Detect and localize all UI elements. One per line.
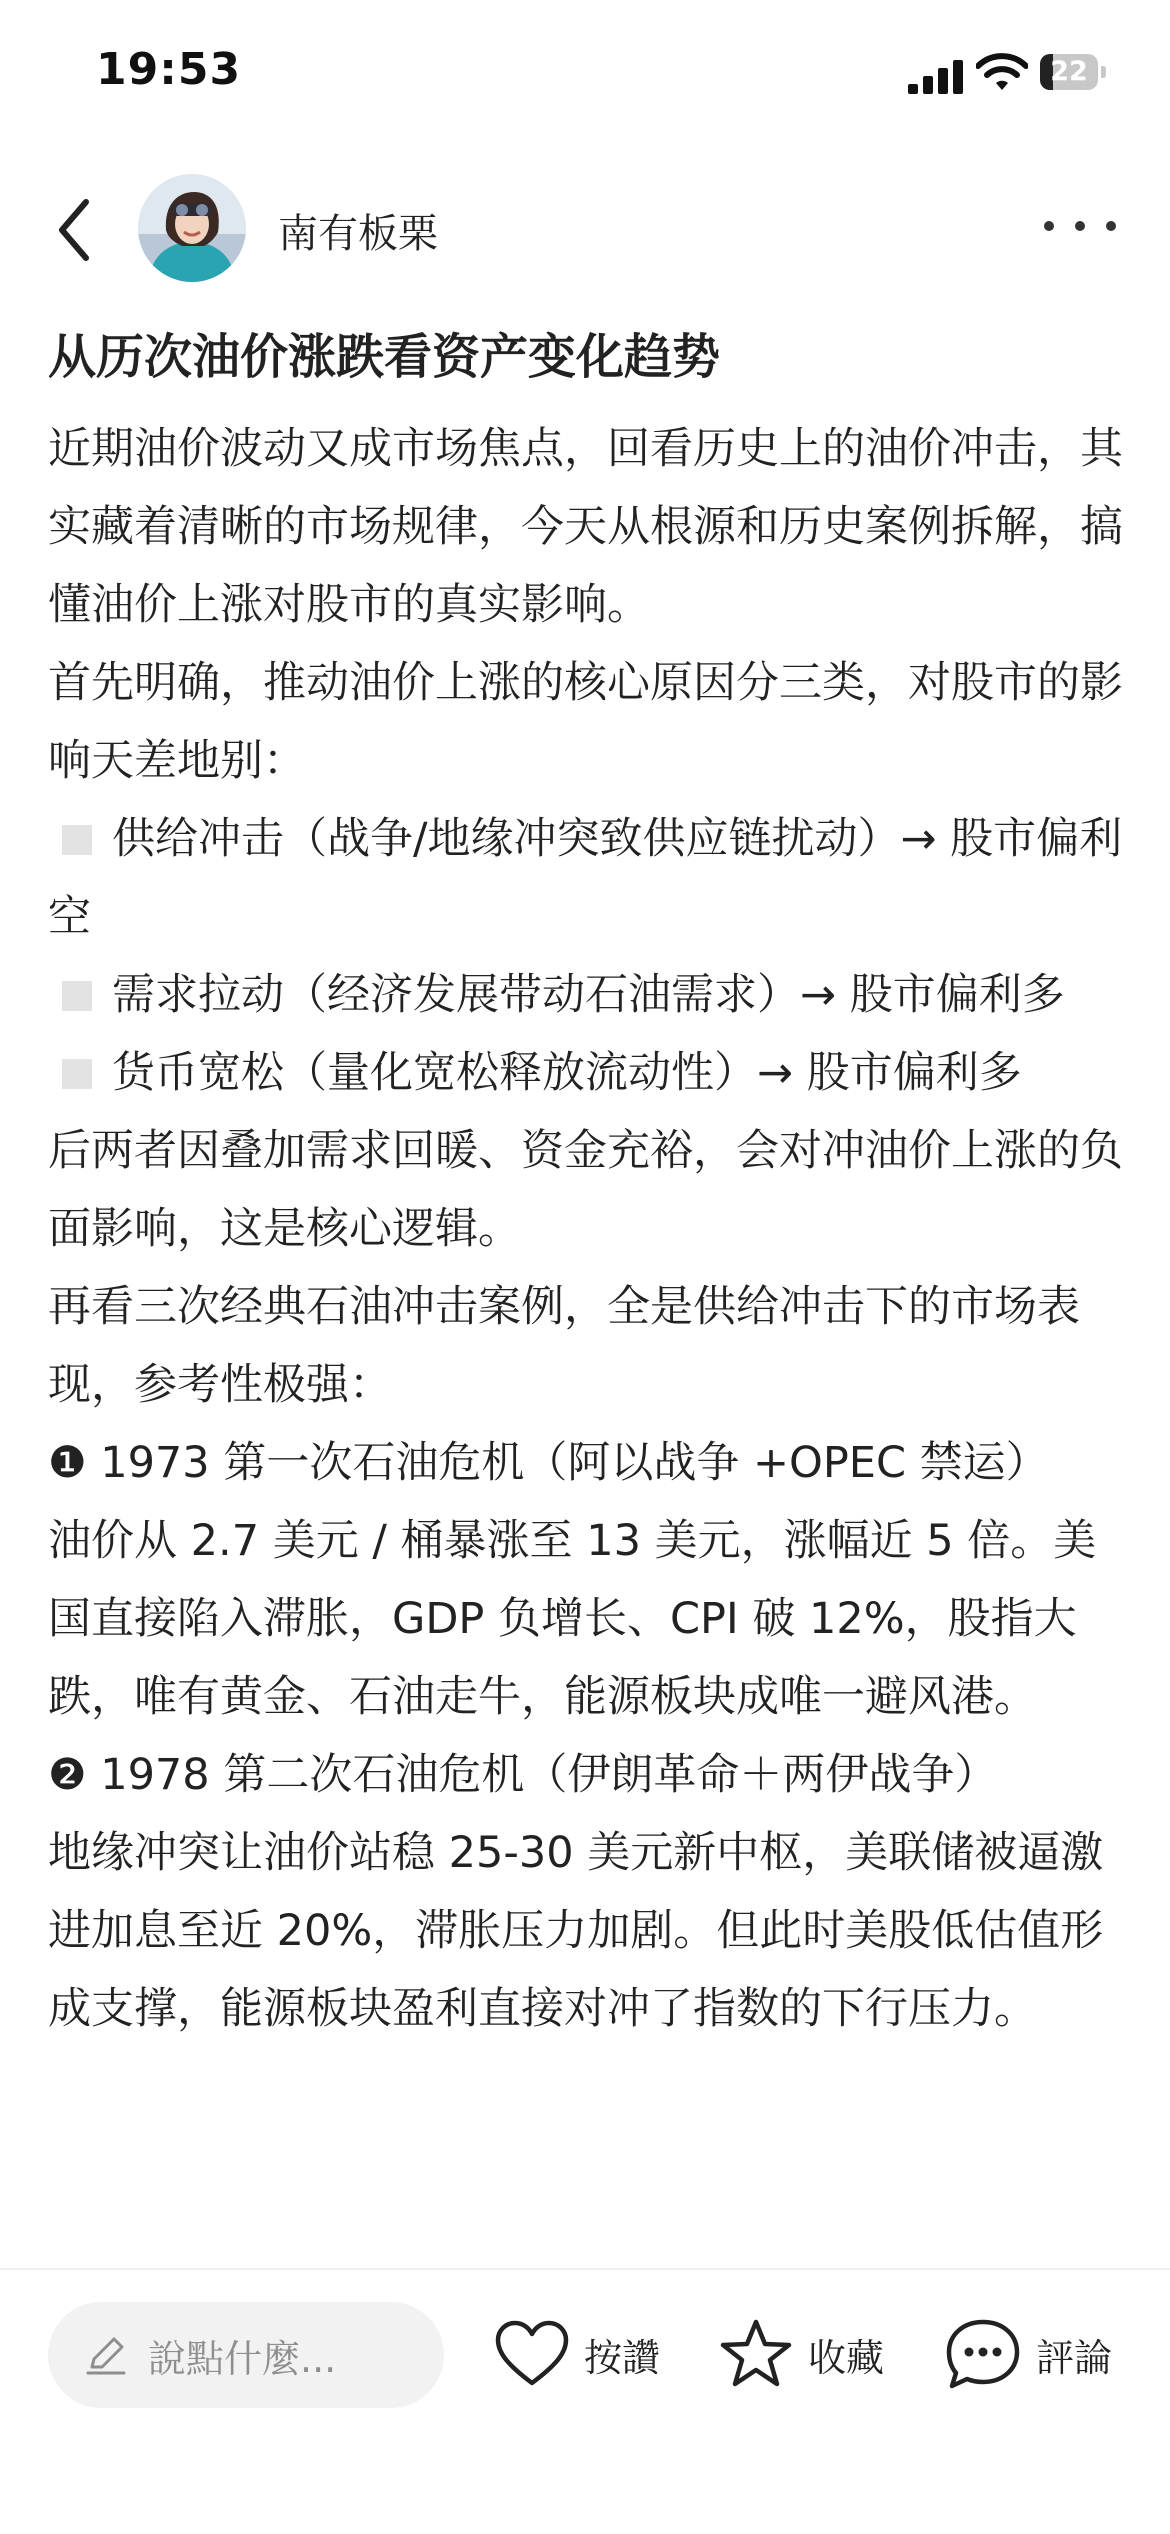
list-item-supply-shock [48,800,1126,956]
bullet-square-icon [62,1059,92,1089]
status-bar [0,0,1170,150]
bullet-square-icon [62,981,92,1011]
case-2-body: 地缘冲突让油价站稳 25-30 美元新中枢，美联储被逼激进加息至近 20%，滞胀压力加剧。但此时美股低估值形成支撑，能源板块盈利直接对冲了指数的下行压力。 [48,1828,1104,2034]
signal-icon [908,58,964,94]
star-icon [718,2318,794,2390]
heart-icon [494,2319,570,2389]
paragraph-intro: 近期油价波动又成市场焦点，回看历史上的油价冲击，其实藏着清晰的市场规律，今天从根源和历史案例拆解，搞懂油价上涨对股市的真实影响。 [48,424,1123,630]
avatar[interactable] [138,174,246,282]
paragraph-summary: 后两者因叠加需求回暖、资金充裕，会对冲油价上涨的负面影响，这是核心逻辑。 [48,1126,1123,1254]
status-time: 19:53 [96,44,242,95]
list-item-demand-pull [48,956,1126,1034]
bullet-square-icon [62,825,92,855]
paragraph-causes-intro: 首先明确，推动油价上涨的核心原因分三类，对股市的影响天差地别： [48,658,1123,786]
like-button[interactable] [494,2314,660,2394]
list-item-text: 货币宽松（量化宽松释放流动性）→ 股市偏利多 [112,1048,1022,1098]
chevron-left-icon [56,198,92,262]
comment-label: 評論 [1036,2335,1113,2380]
comment-bubble-icon [944,2317,1022,2391]
article-body [48,410,1126,2048]
author-name[interactable]: 南有板栗 [278,211,438,257]
more-icon [1044,221,1054,231]
wifi-icon [976,52,1028,92]
paragraph-cases-intro: 再看三次经典石油冲击案例，全是供给冲击下的市场表现，参考性极强： [48,1282,1080,1410]
case-1-body: 油价从 2.7 美元 / 桶暴涨至 13 美元，涨幅近 5 倍。美国直接陷入滞胀，GDP 负增长、CPI 破 12%，股指大跌，唯有黄金、石油走牛，能源板块成唯一避风港。 [48,1516,1097,1722]
back-button[interactable] [44,190,104,270]
comment-placeholder: 說點什麼... [148,2336,337,2381]
list-item-text: 供给冲击（战争/地缘冲突致供应链扰动）→ 股市偏利空 [48,814,1123,942]
comment-input[interactable] [48,2302,444,2408]
article-title: 从历次油价涨跌看资产变化趋势 [48,329,721,385]
more-button[interactable] [1044,206,1116,246]
list-item-monetary-easing [48,1034,1126,1112]
favorite-button[interactable] [718,2314,884,2394]
case-2-title: ❷ 1978 第二次石油危机（伊朗革命＋两伊战争） [48,1750,998,1800]
case-1-title: ❶ 1973 第一次石油危机（阿以战争 +OPEC 禁运） [48,1438,1049,1488]
favorite-label: 收藏 [808,2335,885,2380]
battery-icon [1040,54,1106,90]
battery-level: 22 [1050,56,1088,87]
bottom-action-bar [0,2268,1170,2534]
list-item-text: 需求拉动（经济发展带动石油需求）→ 股市偏利多 [112,970,1065,1020]
like-label: 按讚 [584,2335,661,2380]
comment-button[interactable] [944,2314,1112,2394]
pencil-icon [84,2333,128,2377]
